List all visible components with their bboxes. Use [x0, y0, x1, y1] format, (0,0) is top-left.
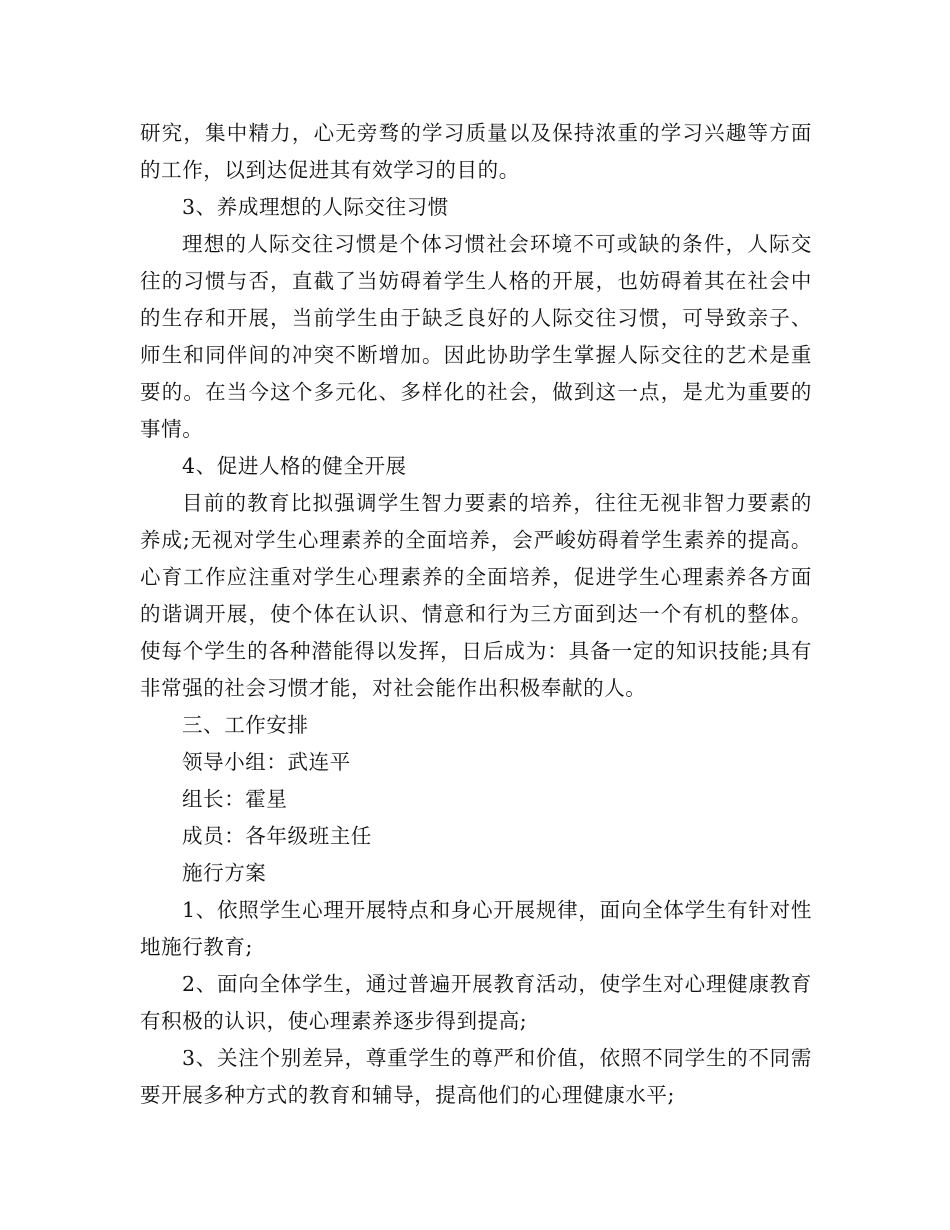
group-leader-line: 组长：霍星	[182, 787, 288, 811]
leadership-group-line: 领导小组：武连平	[182, 750, 351, 774]
paragraph: 研究，集中精力，心无旁骛的学习质量以及保持浓重的学习兴趣等方面的工作，以到达促进其有效学习的目的。	[140, 121, 812, 182]
plan-heading: 施行方案	[182, 861, 267, 885]
section-heading: 3、养成理想的人际交往习惯	[182, 195, 449, 219]
members-line: 成员：各年级班主任	[182, 824, 372, 848]
plan-item: 3、关注个别差异，尊重学生的尊严和价值，依照不同学生的不同需要开展多种方式的教育和辅导，提高他们的心理健康水平;	[140, 1046, 812, 1107]
section-heading: 三、工作安排	[182, 713, 309, 737]
plan-item: 1、依照学生心理开展特点和身心开展规律，面向全体学生有针对性地施行教育;	[140, 898, 812, 959]
section-heading: 4、促进人格的健全开展	[182, 454, 407, 478]
plan-item: 2、面向全体学生，通过普遍开展教育活动，使学生对心理健康教育有积极的认识，使心理素养逐步得到提高;	[140, 972, 812, 1033]
document-body	[140, 115, 812, 1114]
paragraph: 目前的教育比拟强调学生智力要素的培养，往往无视非智力要素的养成;无视对学生心理素养的全面培养，会严峻妨碍着学生素养的提高。心育工作应注重对学生心理素养的全面培养，促进学生心理素养各方面的谐调开展，使个体在认识、情意和行为三方面到达一个有机的整体。使每个学生的各种潜能得以发挥，日后成为：具备一定的知识技能;具有非常强的社会习惯才能，对社会能作出积极奉献的人。	[140, 491, 812, 700]
paragraph: 理想的人际交往习惯是个体习惯社会环境不可或缺的条件，人际交往的习惯与否，直截了当妨碍着学生人格的开展，也妨碍着其在社会中的生存和开展，当前学生由于缺乏良好的人际交往习惯，可导致亲子、师生和同伴间的冲突不断增加。因此协助学生掌握人际交往的艺术是重要的。在当今这个多元化、多样化的社会，做到这一点，是尤为重要的事情。	[140, 232, 812, 441]
